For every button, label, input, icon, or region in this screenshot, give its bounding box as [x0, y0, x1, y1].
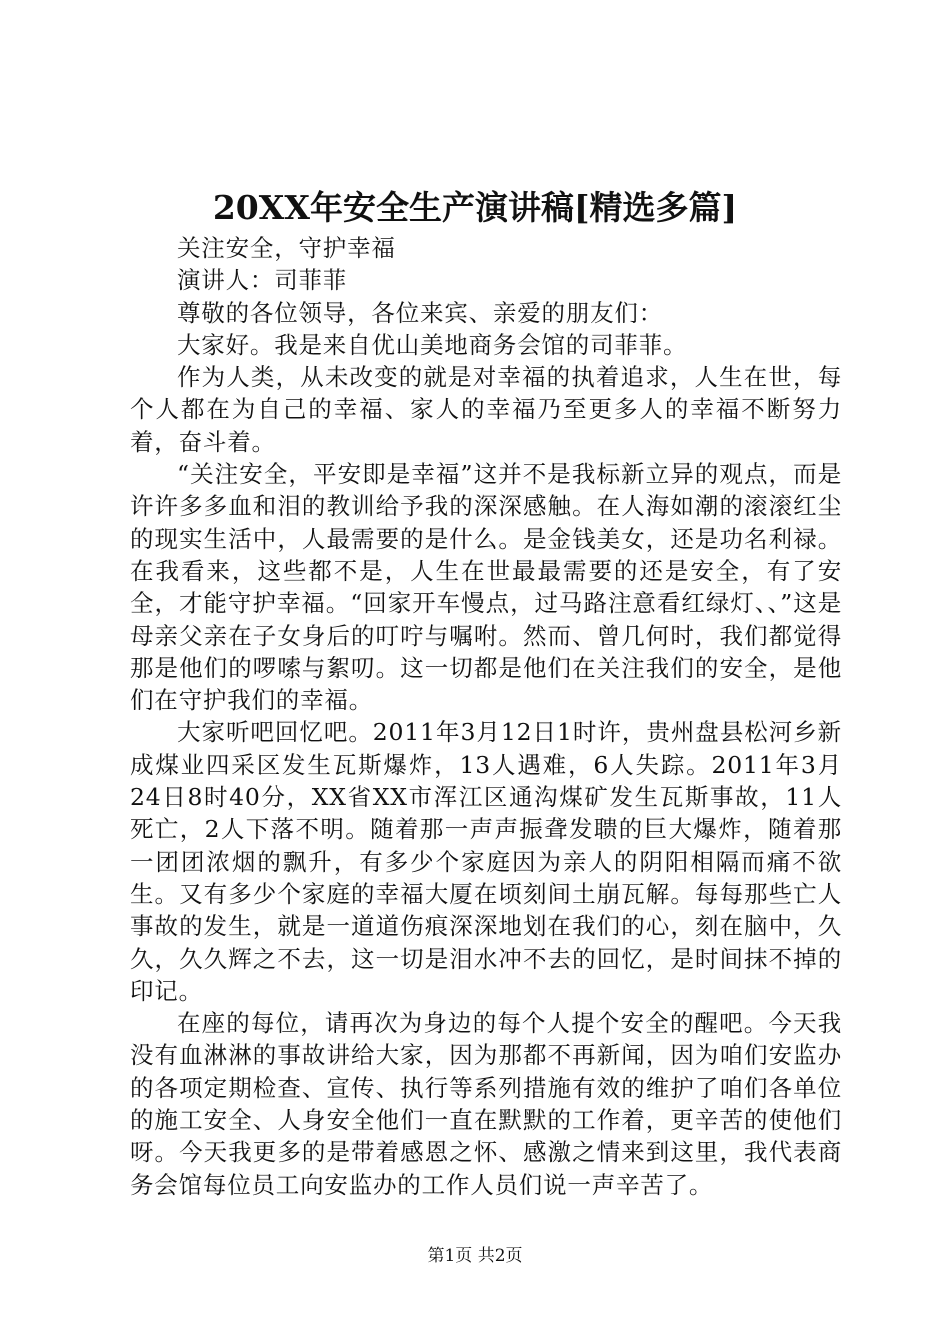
- page-number-footer: 第1页 共2页: [427, 1246, 523, 1266]
- paragraph-body: 大家听吧回忆吧。2011年3月12日1时许，贵州盘县松河乡新成煤业四采区发生瓦斯爆炸，13人遇难，6人失踪。2011年3月24日8时40分，XX省XX市浑江区通沟煤矿发生瓦斯事故，11人死亡，2人下落不明。随着那一声声振聋发聩的巨大爆炸，随着那一团团浓烟的飘升，有多少个家庭因为亲人的阴阳相隔而痛不欲生。又有多少个家庭的幸福大厦在顷刻间土崩瓦解。每每那些亡人事故的发生，就是一道道伤痕深深地划在我们的心，刻在脑中，久久，久久辉之不去，这一切是泪水冲不去的回忆，是时间抹不掉的印记。: [130, 718, 842, 1005]
- paragraph-salutation: 尊敬的各位领导，各位来宾、亲爱的朋友们：: [177, 298, 663, 327]
- paragraph-speaker: 演讲人：司菲菲: [177, 266, 348, 295]
- paragraph-speech-title: 关注安全，守护幸福: [177, 234, 396, 262]
- document-body: [130, 232, 842, 1201]
- paragraph-body: 在座的每位，请再次为身边的每个人提个安全的醒吧。今天我没有血淋淋的事故讲给大家，因为那都不再新闻，因为咱们安监办的各项定期检查、宣传、执行等系列措施有效的维护了咱们各单位的施工安全、人身安全他们一直在默默的工作着，更辛苦的使他们呀。今天我更多的是带着感恩之怀、感激之情来到这里，我代表商务会馆每位员工向安监办的工作人员们说一声辛苦了。: [130, 1009, 842, 1199]
- document-title: 20XX年安全生产演讲稿[精选多篇]: [212, 188, 738, 227]
- paragraph-body: 作为人类，从未改变的就是对幸福的执着追求，人生在世，每个人都在为自己的幸福、家人的幸福乃至更多人的幸福不断努力着，奋斗着。: [130, 363, 842, 456]
- paragraph-greeting: 大家好。我是来自优山美地商务会馆的司菲菲。: [177, 330, 688, 359]
- paragraph-body: “关注安全，平安即是幸福”这并不是我标新立异的观点，而是许许多多血和泪的教训给予我的深深感触。在人海如潮的滚滚红尘的现实生活中，人最需要的是什么。是金钱美女，还是功名利禄。在我看来，这些都不是，人生在世最最需要的还是安全，有了安全，才能守护幸福。“回家开车慢点，过马路注意看红绿灯、、”这是母亲父亲在子女身后的叮咛与嘱咐。然而、曾几何时，我们都觉得那是他们的啰嗦与絮叨。这一切都是他们在关注我们的安全，是他们在守护我们的幸福。: [130, 460, 842, 715]
